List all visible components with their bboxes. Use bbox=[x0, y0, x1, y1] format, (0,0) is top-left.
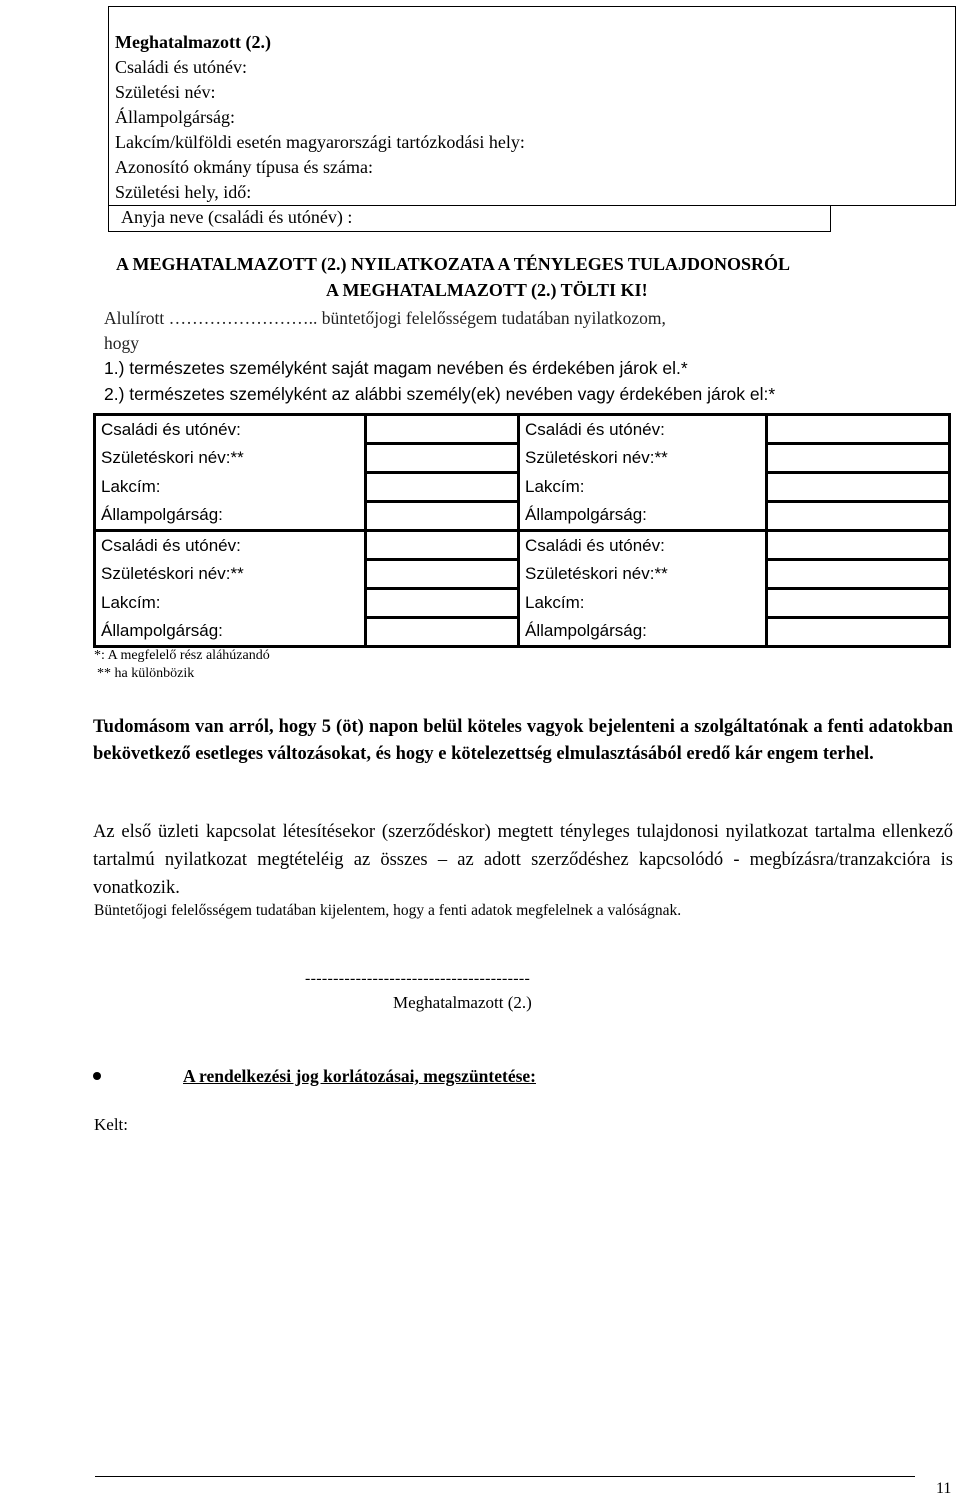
p1-birth-name-label: Születéskori név:** bbox=[101, 448, 244, 467]
p3-birth-name-field[interactable] bbox=[366, 560, 519, 589]
p4-address-label: Lakcím: bbox=[525, 593, 585, 612]
footnote-differs: ** ha különbözik bbox=[97, 666, 195, 681]
p4-family-name-field[interactable] bbox=[767, 531, 950, 560]
p4-family-name-label: Családi és utónév: bbox=[525, 535, 665, 555]
p3-family-name-label: Családi és utónév: bbox=[101, 535, 241, 555]
box-line-birth-place: Születési hely, idő: bbox=[115, 182, 252, 202]
heading-spacer bbox=[123, 265, 721, 266]
table-row bbox=[95, 415, 950, 444]
box-line-id-document: Azonosító okmány típusa és száma: bbox=[115, 157, 373, 177]
option-1: 1.) természetes személyként saját magam nevében és érdekében járok el.* bbox=[104, 358, 688, 378]
p2-address-field[interactable] bbox=[767, 473, 950, 502]
p3-birth-name-label: Születéskori név:** bbox=[101, 564, 244, 583]
signature-line: ---------------------------------------- bbox=[305, 970, 531, 987]
p1-birth-name-field[interactable] bbox=[366, 444, 519, 473]
kelt-label: Kelt: bbox=[94, 1115, 128, 1134]
p2-family-name-label: Családi és utónév: bbox=[525, 419, 665, 439]
p4-citizenship-field[interactable] bbox=[767, 618, 950, 647]
p3-family-name-field[interactable] bbox=[366, 531, 519, 560]
hogy-word: hogy bbox=[104, 333, 139, 353]
option-2: 2.) természetes személyként az alábbi személy(ek) nevében vagy érdekében járok el:* bbox=[104, 384, 776, 404]
notice-bold: Tudomásom van arról, hogy 5 (öt) napon belül köteles vagyok bejelenteni a szolgáltatónak a fenti adatokban bekövetkező esetleges változásokat, és hogy e kötelezettség elmulasztásából eredő kár engem terhel. bbox=[93, 717, 953, 764]
declaration-subheading: A MEGHATALMAZOTT (2.) TÖLTI KI! bbox=[326, 280, 648, 300]
p1-address-field[interactable] bbox=[366, 473, 519, 502]
p1-address-label: Lakcím: bbox=[101, 477, 161, 496]
p2-birth-name-field[interactable] bbox=[767, 444, 950, 473]
box-line-citizenship: Állampolgárság: bbox=[115, 107, 235, 127]
p4-birth-name-label: Születéskori név:** bbox=[525, 564, 668, 583]
table-row bbox=[95, 560, 950, 589]
signature-label: Meghatalmazott (2.) bbox=[393, 993, 532, 1012]
p1-citizenship-field[interactable] bbox=[366, 502, 519, 531]
table-row bbox=[95, 589, 950, 618]
notice-criminal-liability: Büntetőjogi felelősségem tudatában kijelentem, hogy a fenti adatok megfelelnek a valóságnak. bbox=[94, 902, 682, 919]
table-row bbox=[95, 531, 950, 560]
table-row bbox=[95, 473, 950, 502]
p2-address-label: Lakcím: bbox=[525, 477, 585, 496]
p3-address-field[interactable] bbox=[366, 589, 519, 618]
page-number: 11 bbox=[936, 1480, 952, 1497]
p4-citizenship-label: Állampolgárság: bbox=[525, 621, 647, 641]
p3-address-label: Lakcím: bbox=[101, 593, 161, 612]
p1-family-name-field[interactable] bbox=[366, 415, 519, 444]
p2-birth-name-label: Születéskori név:** bbox=[525, 448, 668, 467]
box-line-family-name: Családi és utónév: bbox=[115, 57, 247, 77]
box-line-mother-name: Anyja neve (családi és utónév) : bbox=[121, 207, 353, 227]
p2-family-name-field[interactable] bbox=[767, 415, 950, 444]
p3-citizenship-label: Állampolgárság: bbox=[101, 621, 223, 641]
table-row bbox=[95, 502, 950, 531]
p1-citizenship-label: Állampolgárság: bbox=[101, 505, 223, 525]
p2-citizenship-label: Állampolgárság: bbox=[525, 505, 647, 525]
footnote-underline: *: A megfelelő rész aláhúzandó bbox=[94, 648, 270, 663]
rights-restriction-heading: A rendelkezési jog korlátozásai, megszüntetése: bbox=[183, 1066, 537, 1086]
p4-address-field[interactable] bbox=[767, 589, 950, 618]
box-line-birth-name: Születési név: bbox=[115, 82, 216, 102]
p4-birth-name-field[interactable] bbox=[767, 560, 950, 589]
box-line-address: Lakcím/külföldi esetén magyarországi tartózkodási hely: bbox=[115, 132, 525, 152]
table-row bbox=[95, 444, 950, 473]
table-row bbox=[95, 618, 950, 647]
undersigned-line: Alulírott …………………….. büntetőjogi felelősségem tudatában nyilatkozom, bbox=[104, 308, 666, 328]
p2-citizenship-field[interactable] bbox=[767, 502, 950, 531]
p3-citizenship-field[interactable] bbox=[366, 618, 519, 647]
notice-text: Az első üzleti kapcsolat létesítésekor (szerződéskor) megtett tényleges tulajdonosi nyilatkozat tartalma ellenkező tartalmú nyilatkozat megtételéig az összes – az adott szerződéshez kapcsolódó - megbízásra/tranzakcióra is vonatkozik. bbox=[93, 822, 953, 898]
bullet-dot-icon bbox=[93, 1072, 101, 1080]
declaration-heading: A MEGHATALMAZOTT (2.) NYILATKOZATA A TÉNYLEGES TULAJDONOSRÓL bbox=[116, 254, 790, 274]
p1-family-name-label: Családi és utónév: bbox=[101, 419, 241, 439]
persons-table bbox=[93, 413, 951, 648]
box-title: Meghatalmazott (2.) bbox=[115, 32, 271, 52]
footer-rule bbox=[95, 1476, 915, 1477]
